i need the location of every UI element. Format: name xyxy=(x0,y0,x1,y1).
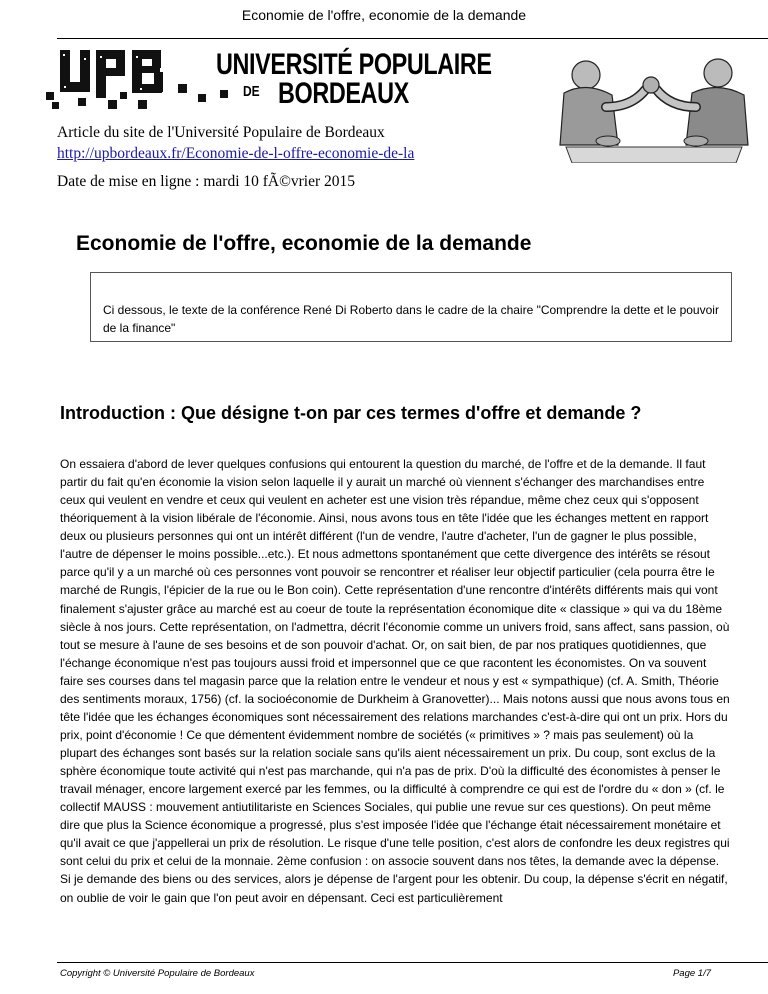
logo-title-line2: BORDEAUX xyxy=(278,77,409,110)
publication-date: Date de mise en ligne : mardi 10 fÃ©vrier 2015 xyxy=(57,173,356,190)
logo-title-de: DE xyxy=(243,83,260,100)
logo-title-line1: UNIVERSITÉ POPULAIRE xyxy=(216,48,492,81)
source-line: Article du site de l'Université Populaire de Bordeaux xyxy=(57,124,385,141)
upb-logo xyxy=(38,44,492,116)
body-text: On essaiera d'abord de lever quelques confusions qui entourent la question du marché, de l'offre et de la demande. Il faut partir du fait qu'en économie la vision selon laquelle il y aurait un marché où viennent s'échanger des marchandises entre ceux qui veulent en vendre et ceux qui veulent en acheter est une vision très répandue, même chez ceux qui s'opposent théoriquement à la vision libérale de l'économie. Ainsi, nous avons tous en tête l'idée que les échanges mettent en rapport deux ou plusieurs personnes qui ont un intérêt différent (l'un de vendre, l'autre d'acheter, l'un de gagner le plus possible, l'autre de dépenser le moins possible...etc.). Et nous admettons spontanément que cette divergence des intérêts se résout parce qu'il y a un marché où ces personnes vont pouvoir se rencontrer et réaliser leur objectif particulier (cela pourra être le marché de Rungis, l'épicier de la rue ou le Bon coin). Cette représentation d'une rencontre d'intérêts différents mais qui vont finalement s'ajuster grâce au marché est au coeur de toute la représentation économique dite « classique » qui va du 18ème siècle à nos jours. Cette représentation, on l'admettra, décrit l'économie comme un univers froid, sans affect, sans passion, où tout se mesure à l'aune de ses besoins et de son pouvoir d'achat. Or, on sait bien, de par nos pratiques quotidiennes, que l'échange économique n'est pas toujours aussi froid et impersonnel que ce que racontent les économistes. On va souvent faire ses courses dans tel magasin parce que la relation entre le vendeur et nous y est « sympathique) (cf. A. Smith, Théorie des sentiments moraux, 1756) (cf. la socioéconomie de Durkheim à Granovetter)... Mais notons aussi que nous avons tous en tête l'idée que les échanges économiques sont nécessairement des relations marchandes c'est-à-dire qui ont un prix. Hors du prix, point d'économie ! Ce que démentent évidemment nombre de sociétés (« primitives » ? mais pas seulement) où la plupart des échanges sont basés sur la relation sociale sans qu'ils aient nécessairement un prix. Du coup, sont exclus de la sphère économique toute activité qui n'est pas marchande, qui n'a pas de prix. D'où la difficulté des économistes à penser le travail ménager, encore largement exercé par les femmes, ou la difficulté à comprendre ce qui est de l'ordre du « don » (cf. le collectif MAUSS : mouvement antiutilitariste en Sciences Sociales, qui publie une revue sur ces questions). On peut même dire que plus la Science économique a progressé, plus s'est imposée l'idée que l'échange était nécessairement monétaire et qu'il avait ce que j'appellerai un prix de résolution. Le risque d'une telle position, c'est alors de confondre les deux registres qui sont celui du prix et celui de la monnaie. 2ème confusion : on associe souvent dans nos têtes, la demande avec la dépense. Si je demande des biens ou des services, alors je dépense de l'argent pour les obtenir. Du coup, la dépense s'écrit en négatif, on oublie de voir le gain que l'on peut avoir en dépensant. Ceci est particulièrement xyxy=(60,457,730,905)
upb-letters-icon xyxy=(38,44,238,116)
article-link[interactable]: http://upbordeaux.fr/Economie-de-l-offre-economie-de-la xyxy=(57,145,415,162)
page-title: Economie de l'offre, economie de la demande xyxy=(76,232,532,255)
footer-rule xyxy=(57,962,768,963)
running-header: Economie de l'offre, economie de la demande xyxy=(241,7,527,23)
footer-copyright: Copyright © Université Populaire de Bordeaux xyxy=(60,968,255,979)
header-rule xyxy=(57,38,768,39)
intro-box xyxy=(90,272,732,342)
section-title: Introduction : Que désigne t-on par ces termes d'offre et demande ? xyxy=(60,403,642,423)
intro-text: Ci dessous, le texte de la conférence René Di Roberto dans le cadre de la chaire "Comprendre la dette et le pouvoir de la finance" xyxy=(103,303,719,335)
arm-wrestling-illustration xyxy=(546,51,758,163)
article-meta xyxy=(57,122,517,164)
footer-page-number: Page 1/7 xyxy=(672,968,711,979)
